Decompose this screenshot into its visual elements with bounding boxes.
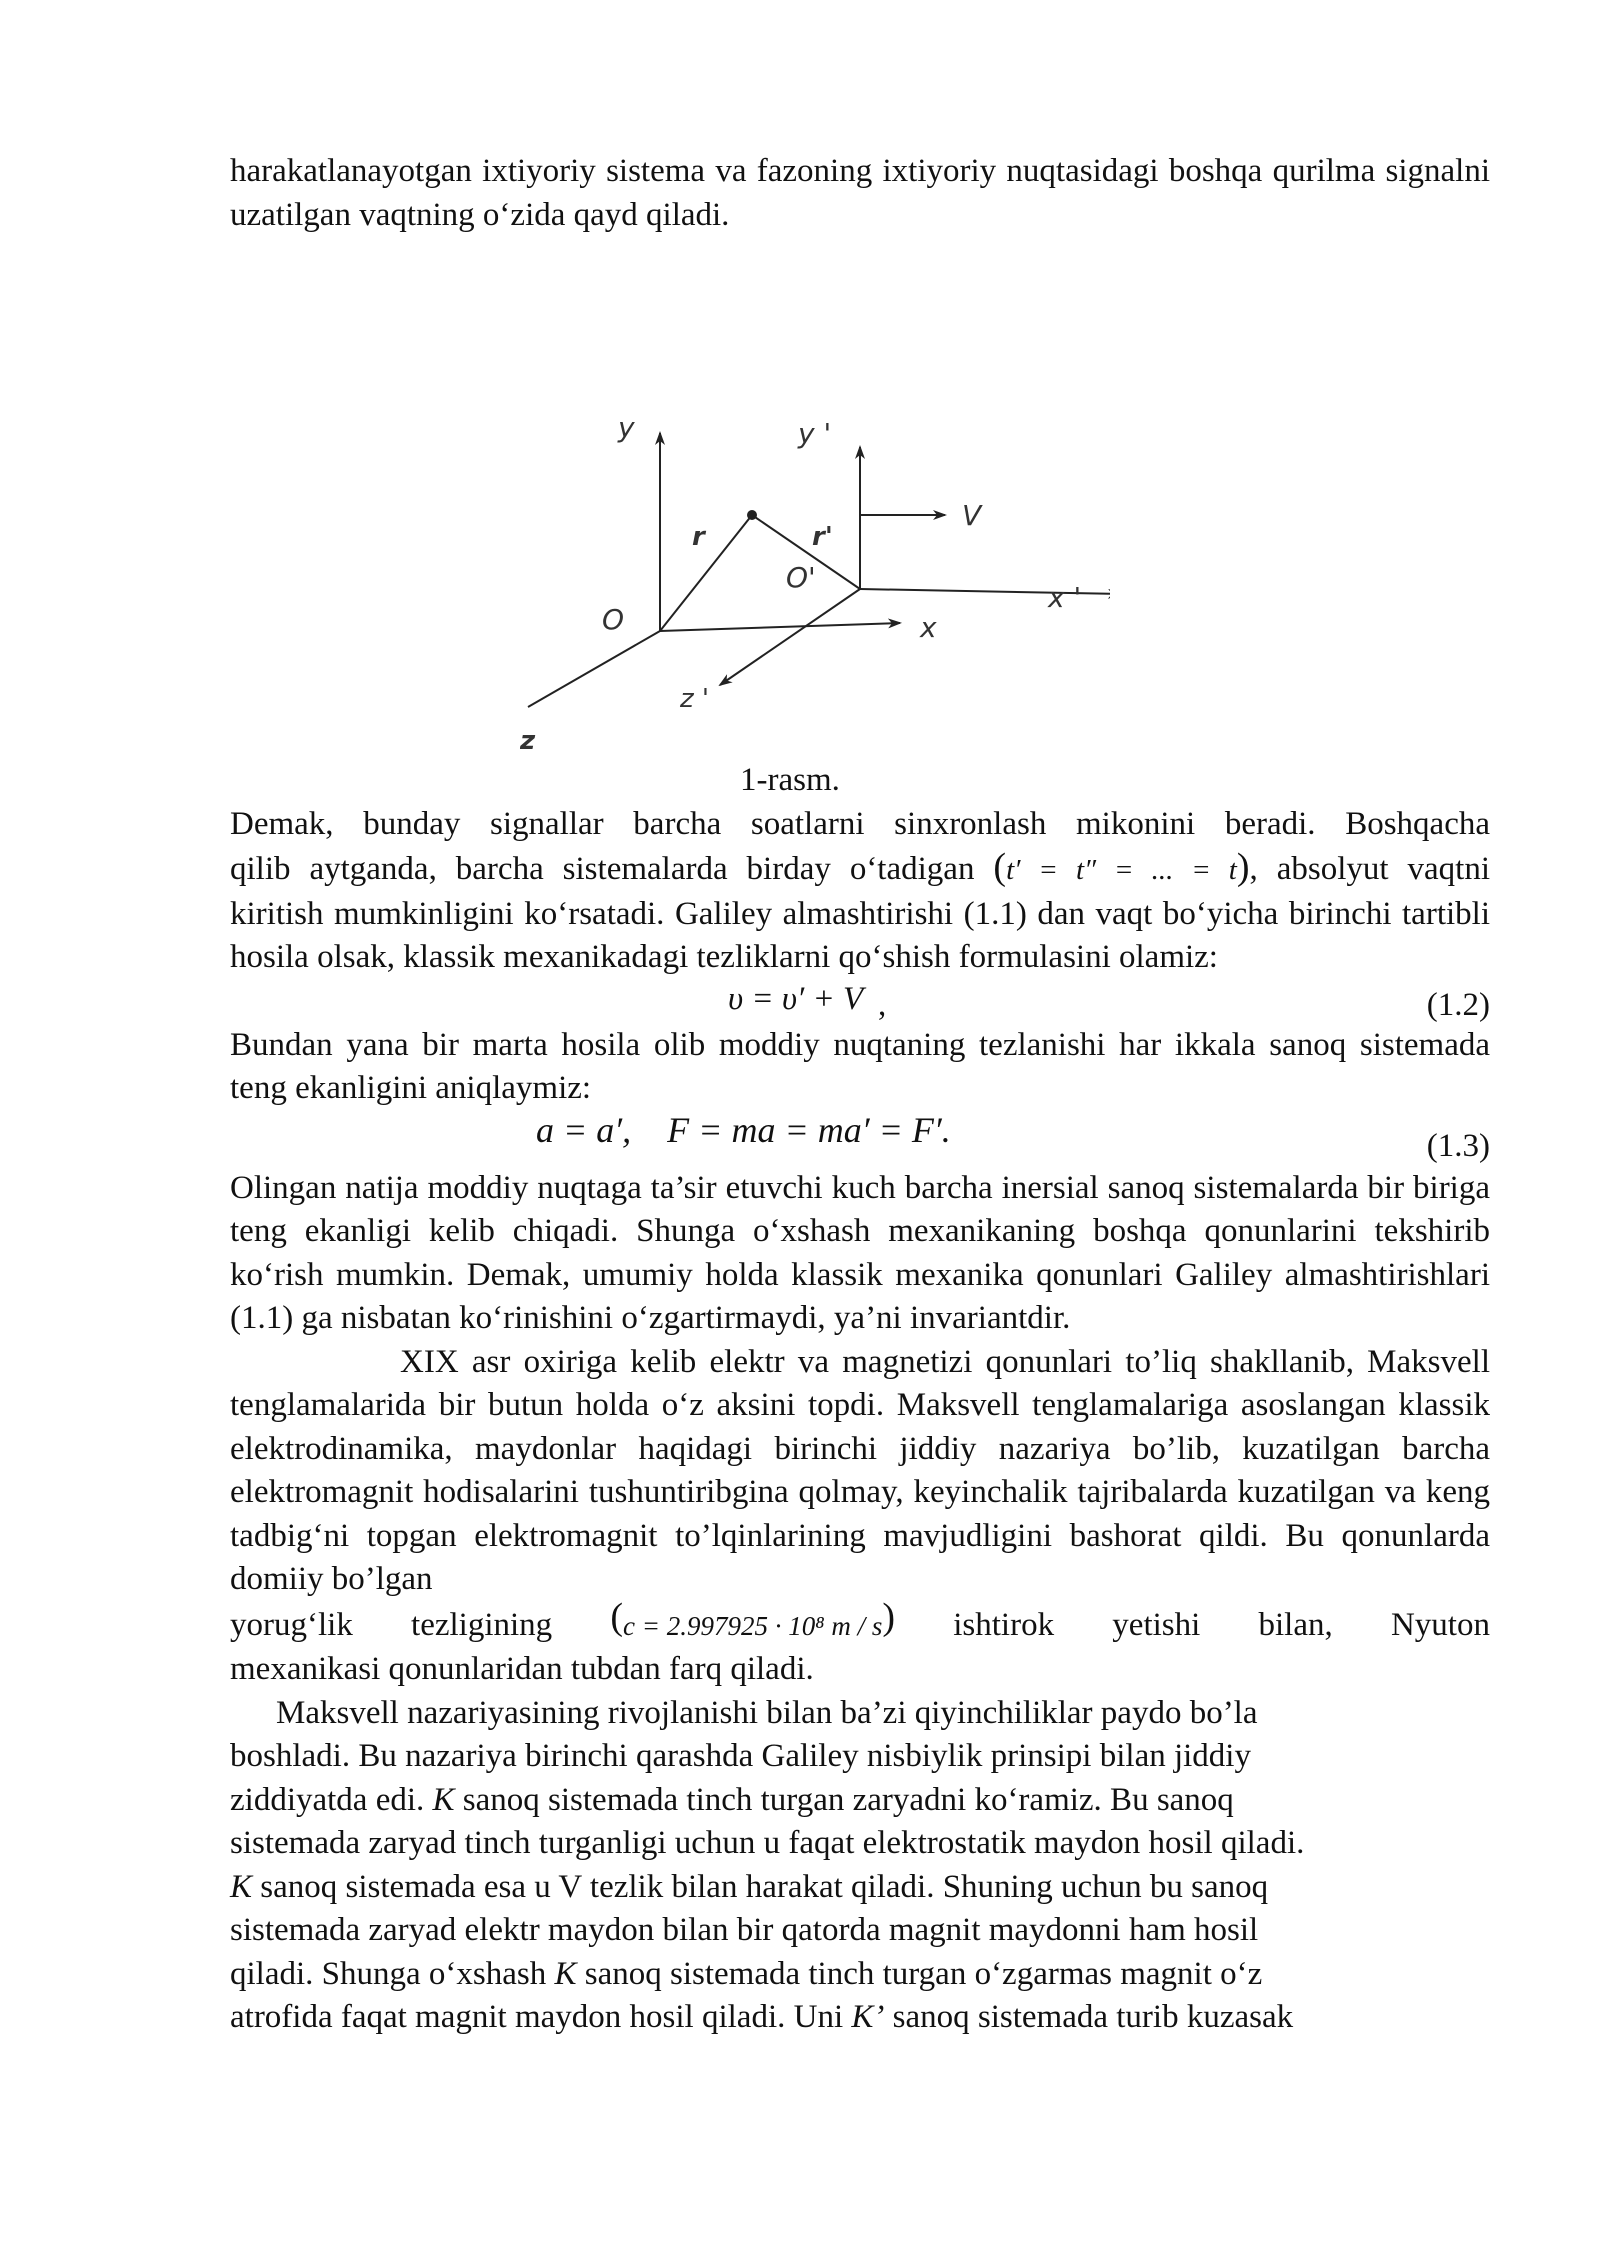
symbol-k-prime: K’ [851,1999,885,2035]
label-r: r [692,522,705,552]
paragraph-6-line-1: Maksvell nazariyasining rivojlanishi bilan ba’zi qiyinchiliklar paydo bo’la [276,1694,1258,1731]
paragraph-3: Bundan yana bir marta hosila olib moddiy nuqtaning tezlanishi har ikkala sanoq sistemada teng ekanligini aniqlaymiz: [230,1026,1490,1106]
label-z-prime: z ' [680,684,710,714]
word-ishtirok: ishtirok [953,1606,1055,1643]
z-axis [528,631,660,707]
paragraph-2-line-2 [230,846,1490,893]
label-v: V [962,499,982,532]
equation-1-2-comma: , [878,986,887,1023]
paragraph-1: harakatlanayotgan ixtiyoriy sistema va fazoning ixtiyoriy nuqtasidagi boshqa qurilma signalni uzatilgan vaqtning o‘zida qayd qiladi. [230,153,1490,233]
equation-1-2 [230,980,1490,1024]
paragraph-2-post: , absolyut vaqtni [1249,851,1491,887]
paragraph-2-pre: qilib aytganda, barcha sistemalarda birday o‘tadigan [230,851,994,887]
equation-1-3-number: (1.3) [1426,1127,1490,1164]
paragraph-2-line-1: Demak, bunday signallar barcha soatlarni sinxronlash mikonini beradi. Boshqacha [230,805,1490,842]
z-prime-axis [720,589,860,685]
paragraph-5-formula-line [230,1595,1490,1649]
paragraph-6-line-8: atrofida faqat magnit maydon hosil qiladi. Uni K’ sanoq sistemada turib kuzasak [230,1999,1294,2035]
paragraph-6-line-2: boshladi. Bu nazariya birinchi qarashda Galiley nisbiylik prinsipi bilan jiddiy [230,1738,1251,1774]
paragraph-6-line-3: ziddiyatda edi. K sanoq sistemada tinch turgan zaryadni ko‘ramiz. Bu sanoq [230,1781,1234,1818]
paragraph-2-rest: kiritish mumkinligini ko‘rsatadi. Galiley almashtirishi (1.1) dan vaqt bo‘yicha birinchi tartibli hosila olsak, klassik mexanikadagi tezliklarni qo‘shish formulasini olamiz: [230,895,1490,975]
paragraph-6-line-6: sistemada zaryad elektr maydon bilan bir qatorda magnit maydonni ham hosil [230,1912,1259,1948]
time-equality-formula: (t′ = t″ = ... = t) [993,846,1250,888]
material-point [747,510,757,520]
label-z: z [520,726,536,756]
document-page [230,150,1490,2040]
speed-of-light-formula: (c = 2.997925 · 10⁸ m / s) [610,1595,896,1641]
equation-1-3-expression: a = a′, F = ma = ma′ = F′. [536,1109,951,1150]
word-nyuton: Nyuton [1390,1606,1490,1643]
symbol-k: K [432,1781,455,1818]
paragraph-5: XIX asr oxiriga kelib elektr va magnetizi qonunlari to’liq shakllanib, Maksvell tenglamalarida bir butun holda o‘z aksini topdi. Maksvell tenglamalariga asoslangan klassik elektrodinamika, maydonlar haqidagi birinchi jiddiy nazariya bo’lib, kuzatilgan barcha elektromagnit hodisalarini tushuntiribgina qolmay, keyinchalik tajribalarda kuzatilgan va keng tadbig‘ni topgan elektromagnit to’lqinlarining mavjudligini bashorat qildi. Bu qonunlarda domiiy bo’lgan [230,1343,1490,1597]
r-vector [660,515,752,631]
label-y-prime: y ' [798,417,832,450]
label-r-prime: r' [812,522,833,552]
paragraph-4: Olingan natija moddiy nuqtaga ta’sir etuvchi kuch barcha inersial sanoq sistemalarda bir biriga teng ekanligi kelib chiqadi. Shunga o‘xshash mexanikaning boshqa qonunlarini tekshirib ko‘rish mumkin. Demak, umumiy holda klassik mexanika qonunlari Galiley almashtirishlari (1.1) ga nisbatan ko‘rinishini o‘zgartirmaydi, ya’ni invariantdir. [230,1169,1490,1336]
figure-reference-frames [230,237,1490,757]
word-tezligining: tezligining [411,1606,553,1643]
equation-1-3 [230,1111,1490,1167]
paragraph-6-line-4: sistemada zaryad tinch turganligi uchun u faqat elektrostatik maydon hosil qiladi. [230,1825,1305,1861]
word-yetishi: yetishi [1112,1606,1201,1643]
label-y: y [618,411,635,444]
label-o: O [602,603,625,636]
label-o-prime: O' [786,561,816,594]
paragraph-6-line-7: qiladi. Shunga o‘xshash K sanoq sistemada tinch turgan o‘zgarmas magnit o‘z [230,1955,1263,1992]
equation-1-2-expression: υ = υ′ + V [728,980,864,1017]
equation-1-2-number: (1.2) [1426,986,1490,1023]
word-yorug-lik: yorug‘lik [230,1606,353,1643]
symbol-k: K [230,1868,253,1905]
coordinate-systems-diagram [520,407,1110,767]
word-bilan: bilan, [1258,1606,1333,1643]
x-axis [660,623,900,631]
paragraph-6 [230,1692,1490,2040]
paragraph-6-line-5: K sanoq sistemada esa u V tezlik bilan harakat qiladi. Shuning uchun bu sanoq [230,1868,1269,1905]
paragraph-5-last-line: mexanikasi qonunlaridan tubdan farq qiladi. [230,1651,814,1687]
figure-caption: 1-rasm. [740,762,840,798]
symbol-k: K [554,1955,577,1992]
label-x-prime: x ' [1048,581,1082,614]
label-x: x [920,611,937,644]
